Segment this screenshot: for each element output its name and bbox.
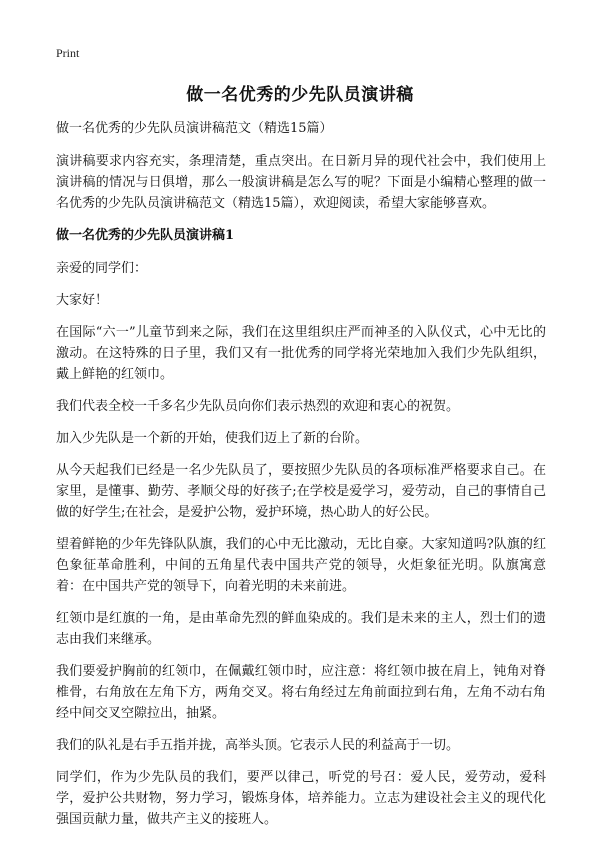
page-title: 做一名优秀的少先队员演讲稿 [186, 85, 414, 105]
paragraph: 同学们，作为少先队员的我们，要严以律己，听党的号召：爱人民，爱劳动，爱科学，爱护公共财物，努力学习，锻炼身体，培养能力。立志为建设社会主义的现代化强国贡献力量，做共产主义的接班人。 [56, 770, 546, 827]
document-body [56, 118, 546, 841]
paragraph: 我们代表全校一千多名少先队员向你们表示热烈的欢迎和衷心的祝贺。 [56, 399, 460, 414]
section-heading: 做一名优秀的少先队员演讲稿1 [56, 228, 235, 243]
paragraph: 我们的队礼是右手五指并拢，高举头顶。它表示人民的利益高于一切。 [56, 738, 460, 753]
paragraph: 我们要爱护胸前的红领巾，在佩戴红领巾时，应注意：将红领巾披在肩上，钝角对脊椎骨，右角放在左角下方，两角交叉。将右角经过左角前面拉到右角，左角不动右角经中间交叉空隙拉出，抽紧。 [56, 664, 546, 721]
paragraph: 从今天起我们已经是一名少先队员了，要按照少先队员的各项标准严格要求自己。在家里，是懂事、勤劳、孝顺父母的好孩子;在学校是爱学习，爱劳动，自己的事情自己做的好学生;在社会，是爱护公物，爱护环境，热心助人的好公民。 [56, 463, 546, 520]
paragraph: 红领巾是红旗的一角，是由革命先烈的鲜血染成的。我们是未来的主人，烈士们的遗志由我们来继承。 [56, 611, 546, 647]
paragraph: 望着鲜艳的少年先锋队队旗，我们的心中无比激动，无比自豪。大家知道吗?队旗的红色象征革命胜利，中间的五角星代表中国共产党的领导，火炬象征光明。队旗寓意着：在中国共产党的领导下，向着光明的未来前进。 [56, 537, 546, 594]
paragraph: 在国际“六一”儿童节到来之际，我们在这里组织庄严而神圣的入队仪式，心中无比的激动。在这特殊的日子里，我们又有一批优秀的同学将光荣地加入我们少先队组织，戴上鲜艳的红领巾。 [56, 325, 546, 382]
paragraph-hello: 大家好！ [56, 293, 109, 308]
document-subtitle: 做一名优秀的少先队员演讲稿范文（精选15篇） [56, 121, 333, 136]
paragraph-greeting: 亲爱的同学们： [56, 261, 148, 276]
print-label[interactable]: Print [56, 46, 80, 60]
paragraph: 加入少先队是一个新的开始，使我们迈上了新的台阶。 [56, 431, 369, 446]
intro-paragraph: 演讲稿要求内容充实，条理清楚，重点突出。在日新月异的现代社会中，我们使用上演讲稿的情况与日俱增，那么一般演讲稿是怎么写的呢？下面是小编精心整理的做一名优秀的少先队员演讲稿范文（精选15篇），欢迎阅读，希望大家能够喜欢。 [56, 154, 546, 211]
